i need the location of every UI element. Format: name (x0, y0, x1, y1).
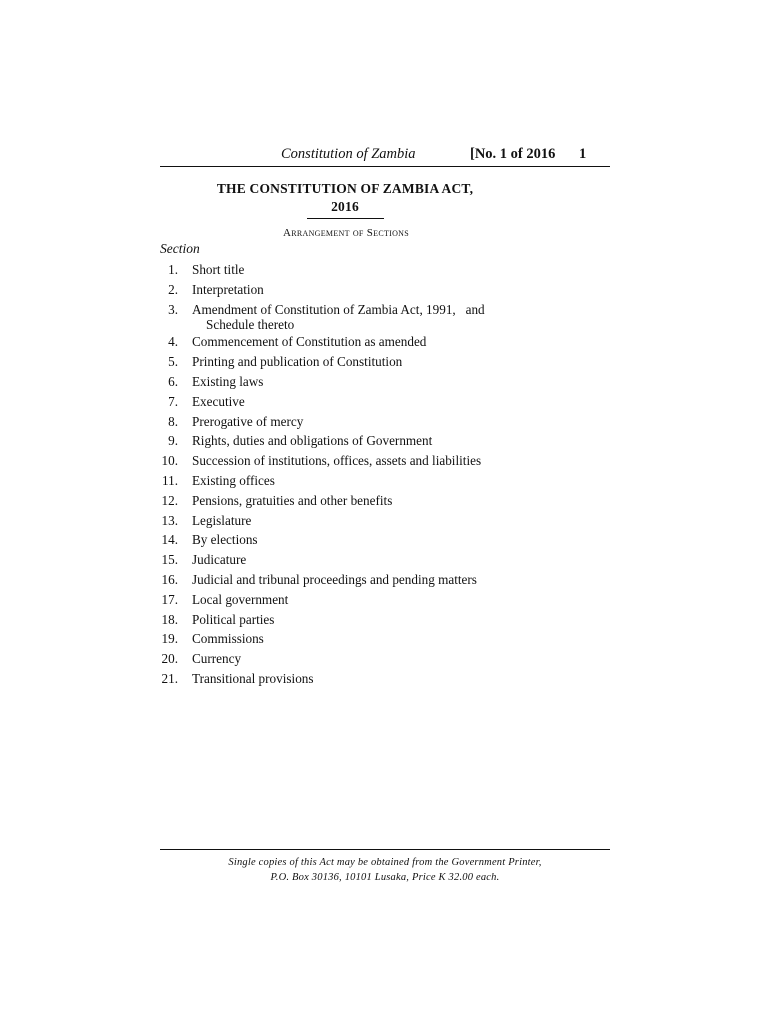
section-title (192, 300, 572, 333)
section-item (156, 550, 606, 570)
section-number: 17. (161, 591, 178, 607)
section-item (156, 491, 606, 511)
section-item (156, 530, 606, 550)
section-title (192, 570, 572, 590)
header-rule (160, 166, 610, 167)
section-item (156, 352, 606, 372)
section-title-text: Currency (192, 651, 242, 667)
section-title-text: Prerogative of mercy (192, 413, 304, 429)
section-title-text: Commencement of Constitution as amended (192, 334, 427, 350)
section-number: 2. (168, 281, 178, 297)
section-title-text: Legislature (192, 512, 252, 528)
section-item (156, 590, 606, 610)
section-title (192, 669, 572, 689)
section-item (156, 511, 606, 531)
section-title (192, 260, 572, 280)
section-title-text: Judicial and tribunal proceedings and pending matters (192, 571, 477, 587)
section-title-text: Short title (192, 262, 245, 277)
section-title (192, 392, 572, 412)
section-number: 4. (168, 334, 178, 350)
section-title-continuation: Schedule thereto (206, 317, 295, 333)
section-title (192, 629, 572, 649)
section-item (156, 649, 606, 669)
page-number: 1 (579, 146, 587, 162)
section-item (156, 610, 606, 630)
act-title (160, 180, 530, 216)
footer-note (160, 855, 610, 885)
section-number: 7. (168, 393, 178, 409)
section-title (192, 491, 572, 511)
section-item (156, 629, 606, 649)
section-item (156, 412, 606, 432)
section-title (192, 590, 572, 610)
section-number: 5. (168, 354, 178, 370)
section-column-label: Section (160, 241, 200, 256)
section-title-text: Political parties (192, 611, 275, 627)
arrangement-heading: Arrangement of Sections (282, 227, 410, 239)
section-number: 20. (161, 651, 178, 667)
act-title-line-1: THE CONSTITUTION OF ZAMBIA ACT, (216, 181, 474, 196)
section-title-text: Local government (192, 591, 289, 607)
section-number: 14. (161, 532, 178, 548)
section-title (192, 471, 572, 491)
section-title-text: Succession of institutions, offices, assets and liabilities (192, 453, 482, 469)
section-title (192, 451, 572, 471)
sections-list (156, 260, 606, 689)
footer-rule (160, 849, 610, 850)
section-item (156, 431, 606, 451)
section-title (192, 280, 572, 300)
running-title: Constitution of Zambia (281, 146, 416, 162)
section-title (192, 511, 572, 531)
section-number: 6. (168, 373, 178, 389)
section-title-text: Printing and publication of Constitution (192, 354, 403, 370)
section-number: 8. (168, 413, 178, 429)
section-item (156, 570, 606, 590)
footer-note-line-1: Single copies of this Act may be obtained from the Government Printer, (228, 857, 542, 868)
section-number: 10. (161, 453, 178, 469)
section-title-text: By elections (192, 532, 258, 548)
section-item (156, 471, 606, 491)
section-number: 15. (161, 552, 178, 568)
section-number: 18. (161, 611, 178, 627)
section-number: 11. (162, 472, 178, 488)
section-item (156, 372, 606, 392)
section-title-text: Executive (192, 393, 245, 409)
section-title-text: Transitional provisions (192, 670, 314, 686)
section-number: 3. (168, 301, 178, 317)
section-title (192, 610, 572, 630)
section-number: 9. (168, 433, 178, 449)
section-item (156, 332, 606, 352)
section-title-text: Amendment of Constitution of Zambia Act, 1991, and (192, 301, 485, 317)
section-title (192, 332, 572, 352)
section-item (156, 451, 606, 471)
section-number: 21. (161, 670, 178, 686)
section-number: 12. (161, 492, 178, 508)
section-title-text: Interpretation (192, 281, 264, 297)
section-item (156, 392, 606, 412)
section-number: 13. (161, 512, 178, 528)
section-title (192, 530, 572, 550)
page-header (160, 146, 610, 166)
section-title (192, 352, 572, 372)
section-title (192, 412, 572, 432)
section-number: 1. (168, 262, 178, 277)
section-title-text: Pensions, gratuities and other benefits (192, 492, 393, 508)
section-item (156, 280, 606, 300)
section-title (192, 431, 572, 451)
section-title-text: Existing laws (192, 373, 264, 389)
section-title (192, 372, 572, 392)
section-title-text: Rights, duties and obligations of Government (192, 433, 433, 449)
section-item (156, 300, 606, 333)
section-title (192, 649, 572, 669)
section-item (156, 669, 606, 689)
act-title-line-2: 2016 (331, 199, 359, 214)
title-rule (307, 218, 384, 219)
section-title-text: Existing offices (192, 472, 275, 488)
section-title-text: Commissions (192, 631, 264, 647)
section-title-text: Judicature (192, 552, 247, 568)
act-number: [No. 1 of 2016 (470, 146, 556, 162)
section-item (156, 260, 606, 280)
section-number: 19. (161, 631, 178, 647)
footer-note-line-2: P.O. Box 30136, 10101 Lusaka, Price K 32.00 each. (270, 872, 500, 883)
section-title (192, 550, 572, 570)
section-number: 16. (161, 571, 178, 587)
